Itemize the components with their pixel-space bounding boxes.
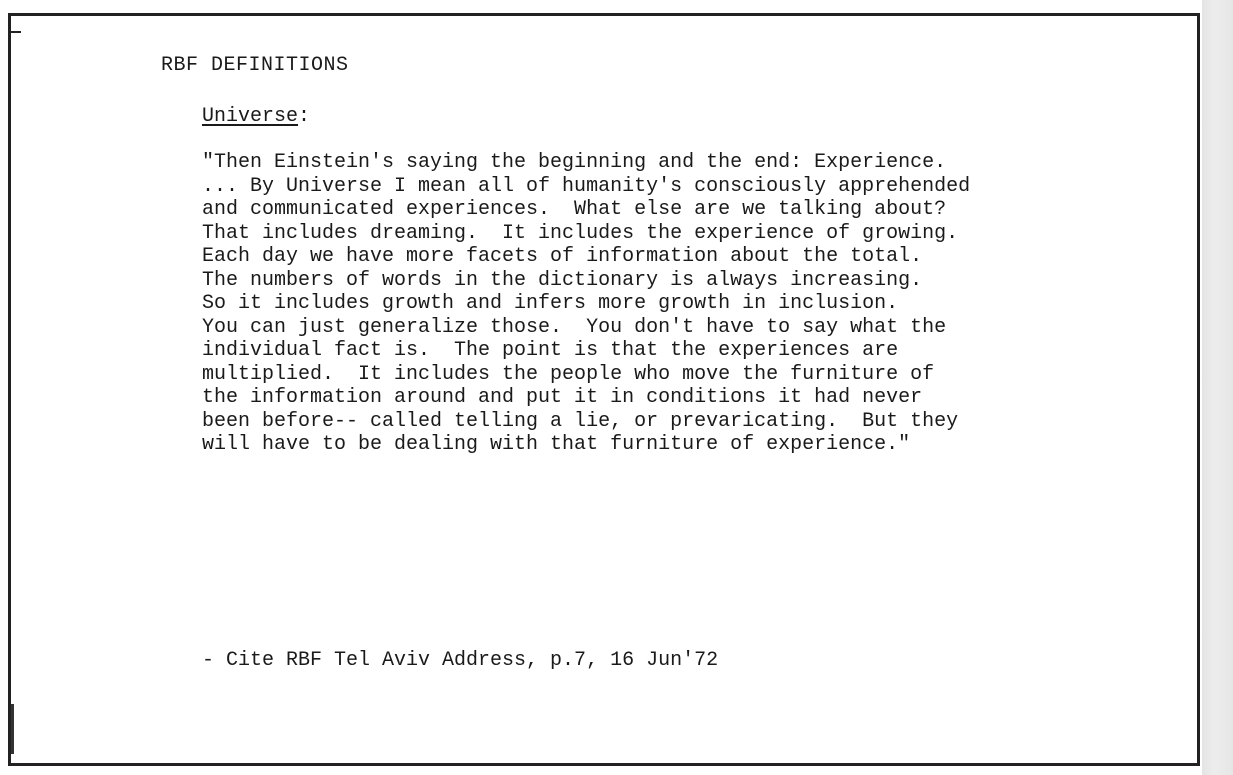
quote-line: So it includes growth and infers more growth in inclusion. bbox=[202, 292, 899, 315]
term-colon: : bbox=[298, 105, 311, 128]
quote-line: individual fact is. The point is that the experiences are bbox=[202, 339, 899, 362]
page-edge-gutter bbox=[1202, 0, 1233, 775]
quote-line: the information around and put it in conditions it had never bbox=[202, 386, 923, 409]
quote-line: multiplied. It includes the people who move the furniture of bbox=[202, 362, 935, 386]
card-corner-tick bbox=[11, 31, 21, 33]
definition-card bbox=[8, 13, 1200, 766]
definition-term bbox=[202, 105, 310, 128]
quote-line: You can just generalize those. You don't have to say what the bbox=[202, 315, 947, 339]
definition-quote bbox=[202, 151, 970, 457]
quote-line: and communicated experiences. What else are we talking about? bbox=[202, 198, 947, 221]
quote-line: Each day we have more facets of information about the total. bbox=[202, 245, 923, 268]
quote-line: will have to be dealing with that furniture of experience." bbox=[202, 433, 911, 456]
citation: - Cite RBF Tel Aviv Address, p.7, 16 Jun'72 bbox=[202, 649, 719, 672]
card-edge-mark bbox=[11, 704, 14, 754]
term-word: Universe bbox=[202, 105, 299, 128]
quote-line: That includes dreaming. It includes the experience of growing. bbox=[202, 221, 959, 245]
quote-line: The numbers of words in the dictionary is always increasing. bbox=[202, 268, 923, 292]
quote-line: "Then Einstein's saying the beginning and the end: Experience. bbox=[202, 151, 947, 174]
quote-line: been before-- called telling a lie, or prevaricating. But they bbox=[202, 409, 959, 433]
quote-line: ... By Universe I mean all of humanity's consciously apprehended bbox=[202, 174, 971, 198]
section-heading: RBF DEFINITIONS bbox=[161, 54, 349, 77]
